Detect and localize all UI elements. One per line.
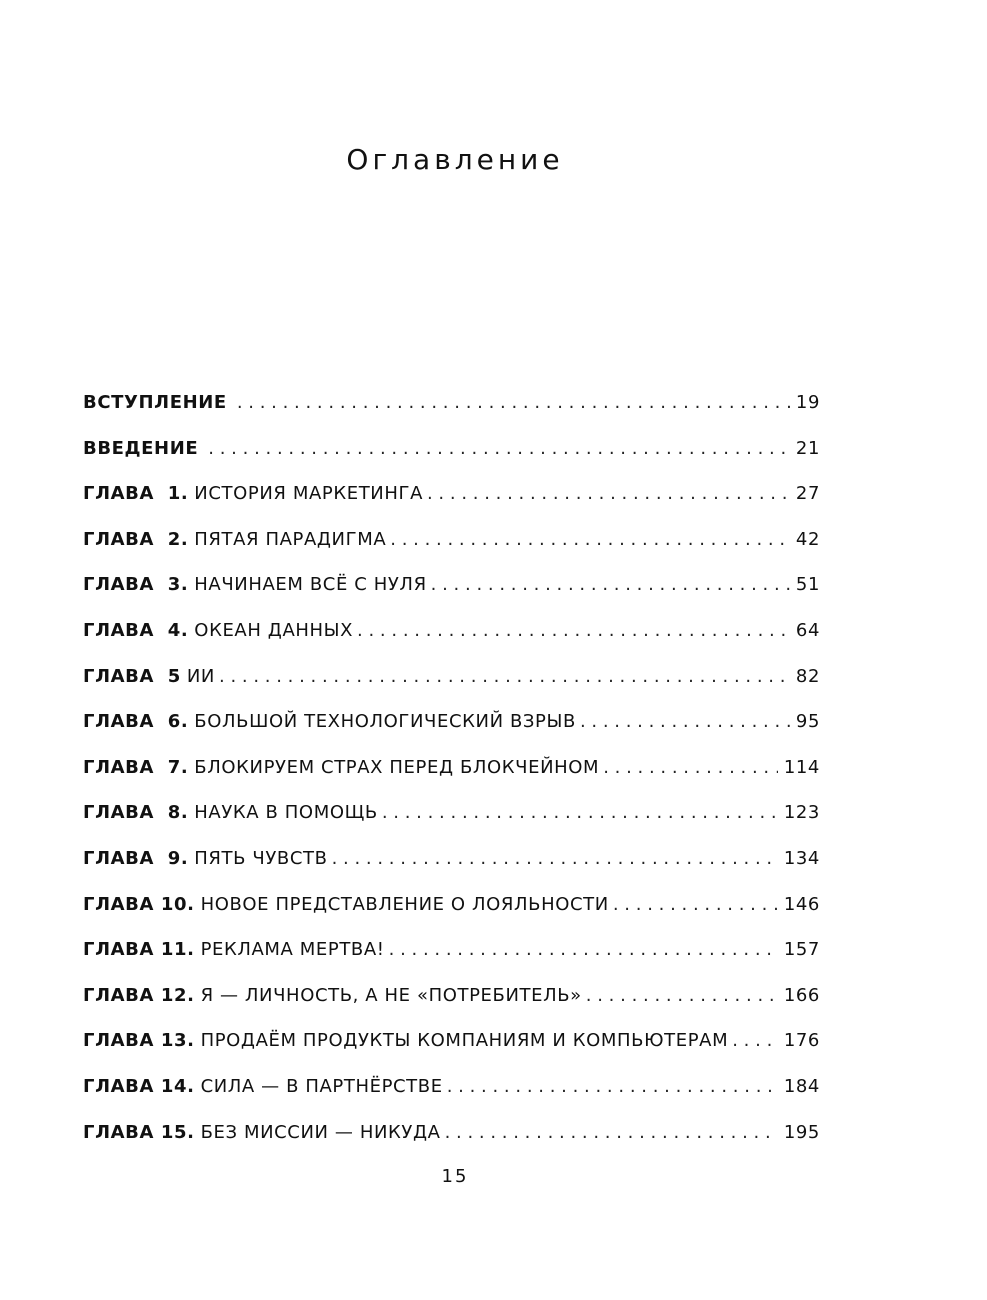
dot-leader — [613, 890, 778, 920]
toc-entry[interactable] — [83, 388, 820, 434]
toc-entry[interactable] — [83, 844, 820, 890]
toc-chapter-label: ГЛАВА 1. — [83, 483, 189, 505]
toc-page-number: 21 — [795, 437, 820, 459]
toc-page-number: 195 — [783, 1121, 820, 1143]
dot-leader — [219, 662, 790, 692]
toc-page-number: 27 — [795, 483, 820, 505]
toc-chapter-title: ПЯТАЯ ПАРАДИГМА — [194, 528, 387, 550]
toc-chapter-label: ГЛАВА 2. — [83, 528, 189, 550]
toc-chapter-title: БЛОКИРУЕМ СТРАХ ПЕРЕД БЛОКЧЕЙНОМ — [194, 756, 600, 778]
toc-chapter-label: ГЛАВА 9. — [83, 847, 189, 869]
toc-entry[interactable] — [83, 662, 820, 708]
table-of-contents — [83, 388, 820, 1163]
toc-entry[interactable] — [83, 935, 820, 981]
toc-chapter-title: НОВОЕ ПРЕДСТАВЛЕНИЕ О ЛОЯЛЬНОСТИ — [200, 893, 609, 915]
dot-leader — [447, 1072, 778, 1102]
toc-page-number: 82 — [795, 665, 820, 687]
toc-entry[interactable] — [83, 434, 820, 480]
toc-chapter-title: ИСТОРИЯ МАРКЕТИНГА — [194, 483, 423, 505]
dot-leader — [208, 434, 790, 464]
dot-leader — [445, 1118, 778, 1148]
toc-chapter-label: ГЛАВА 5 — [83, 665, 181, 687]
toc-page-number: 95 — [795, 711, 820, 733]
toc-entry[interactable] — [83, 1118, 820, 1164]
toc-chapter-label: ГЛАВА 13. — [83, 1030, 195, 1052]
dot-leader — [389, 935, 778, 965]
toc-page-number: 166 — [783, 984, 820, 1006]
toc-chapter-label: ГЛАВА 7. — [83, 756, 189, 778]
toc-chapter-title: ИИ — [186, 665, 215, 687]
toc-entry[interactable] — [83, 1026, 820, 1072]
toc-entry[interactable] — [83, 525, 820, 571]
dot-leader — [431, 570, 790, 600]
dot-leader — [732, 1026, 778, 1056]
toc-page-number: 184 — [783, 1075, 820, 1097]
toc-page-number: 134 — [783, 847, 820, 869]
toc-chapter-title: ПРОДАЁМ ПРОДУКТЫ КОМПАНИЯМ И КОМПЬЮТЕРАМ — [200, 1030, 729, 1052]
toc-entry[interactable] — [83, 798, 820, 844]
page-number: 15 — [441, 1166, 469, 1187]
toc-page-number: 157 — [783, 939, 820, 961]
dot-leader — [580, 707, 790, 737]
toc-page-number: 51 — [795, 574, 820, 596]
dot-leader — [382, 798, 778, 828]
toc-chapter-label: ГЛАВА 12. — [83, 984, 195, 1006]
dot-leader — [237, 388, 790, 418]
toc-page-number: 123 — [783, 802, 820, 824]
toc-chapter-label: ГЛАВА 14. — [83, 1075, 195, 1097]
toc-entry[interactable] — [83, 479, 820, 525]
toc-chapter-title: БОЛЬШОЙ ТЕХНОЛОГИЧЕСКИЙ ВЗРЫВ — [194, 711, 576, 733]
toc-chapter-label: ГЛАВА 10. — [83, 893, 195, 915]
toc-chapter-title: БЕЗ МИССИИ — НИКУДА — [200, 1121, 441, 1143]
dot-leader — [427, 479, 790, 509]
dot-leader — [586, 981, 778, 1011]
toc-chapter-title: Я — ЛИЧНОСТЬ, А НЕ «ПОТРЕБИТЕЛЬ» — [200, 984, 582, 1006]
toc-chapter-label: ГЛАВА 8. — [83, 802, 189, 824]
toc-chapter-label: ГЛАВА 3. — [83, 574, 189, 596]
toc-chapter-title: НАУКА В ПОМОЩЬ — [194, 802, 378, 824]
toc-entry[interactable] — [83, 707, 820, 753]
toc-chapter-title: РЕКЛАМА МЕРТВА! — [200, 939, 385, 961]
toc-page-number: 176 — [783, 1030, 820, 1052]
toc-chapter-label: ВВЕДЕНИЕ — [83, 437, 199, 459]
toc-page-number: 146 — [783, 893, 820, 915]
dot-leader — [603, 753, 778, 783]
page-title: Оглавление — [346, 143, 564, 176]
dot-leader — [390, 525, 790, 555]
toc-page-number: 64 — [795, 619, 820, 641]
toc-chapter-title: СИЛА — В ПАРТНЁРСТВЕ — [200, 1075, 443, 1097]
toc-chapter-title: ОКЕАН ДАННЫХ — [194, 619, 354, 641]
toc-page-number: 19 — [795, 392, 820, 413]
toc-chapter-label: ВСТУПЛЕНИЕ — [83, 392, 227, 413]
toc-entry[interactable] — [83, 753, 820, 799]
toc-entry[interactable] — [83, 570, 820, 616]
toc-entry[interactable] — [83, 981, 820, 1027]
toc-entry[interactable] — [83, 616, 820, 662]
toc-chapter-label: ГЛАВА 15. — [83, 1121, 195, 1143]
toc-chapter-label: ГЛАВА 6. — [83, 711, 189, 733]
toc-chapter-label: ГЛАВА 4. — [83, 619, 189, 641]
dot-leader — [357, 616, 790, 646]
toc-chapter-label: ГЛАВА 11. — [83, 939, 195, 961]
toc-chapter-title: ПЯТЬ ЧУВСТВ — [194, 847, 328, 869]
toc-page-number: 42 — [795, 528, 820, 550]
toc-page-number: 114 — [783, 756, 820, 778]
toc-entry[interactable] — [83, 890, 820, 936]
dot-leader — [332, 844, 778, 874]
toc-entry[interactable] — [83, 1072, 820, 1118]
toc-chapter-title: НАЧИНАЕМ ВСЁ С НУЛЯ — [194, 574, 427, 596]
